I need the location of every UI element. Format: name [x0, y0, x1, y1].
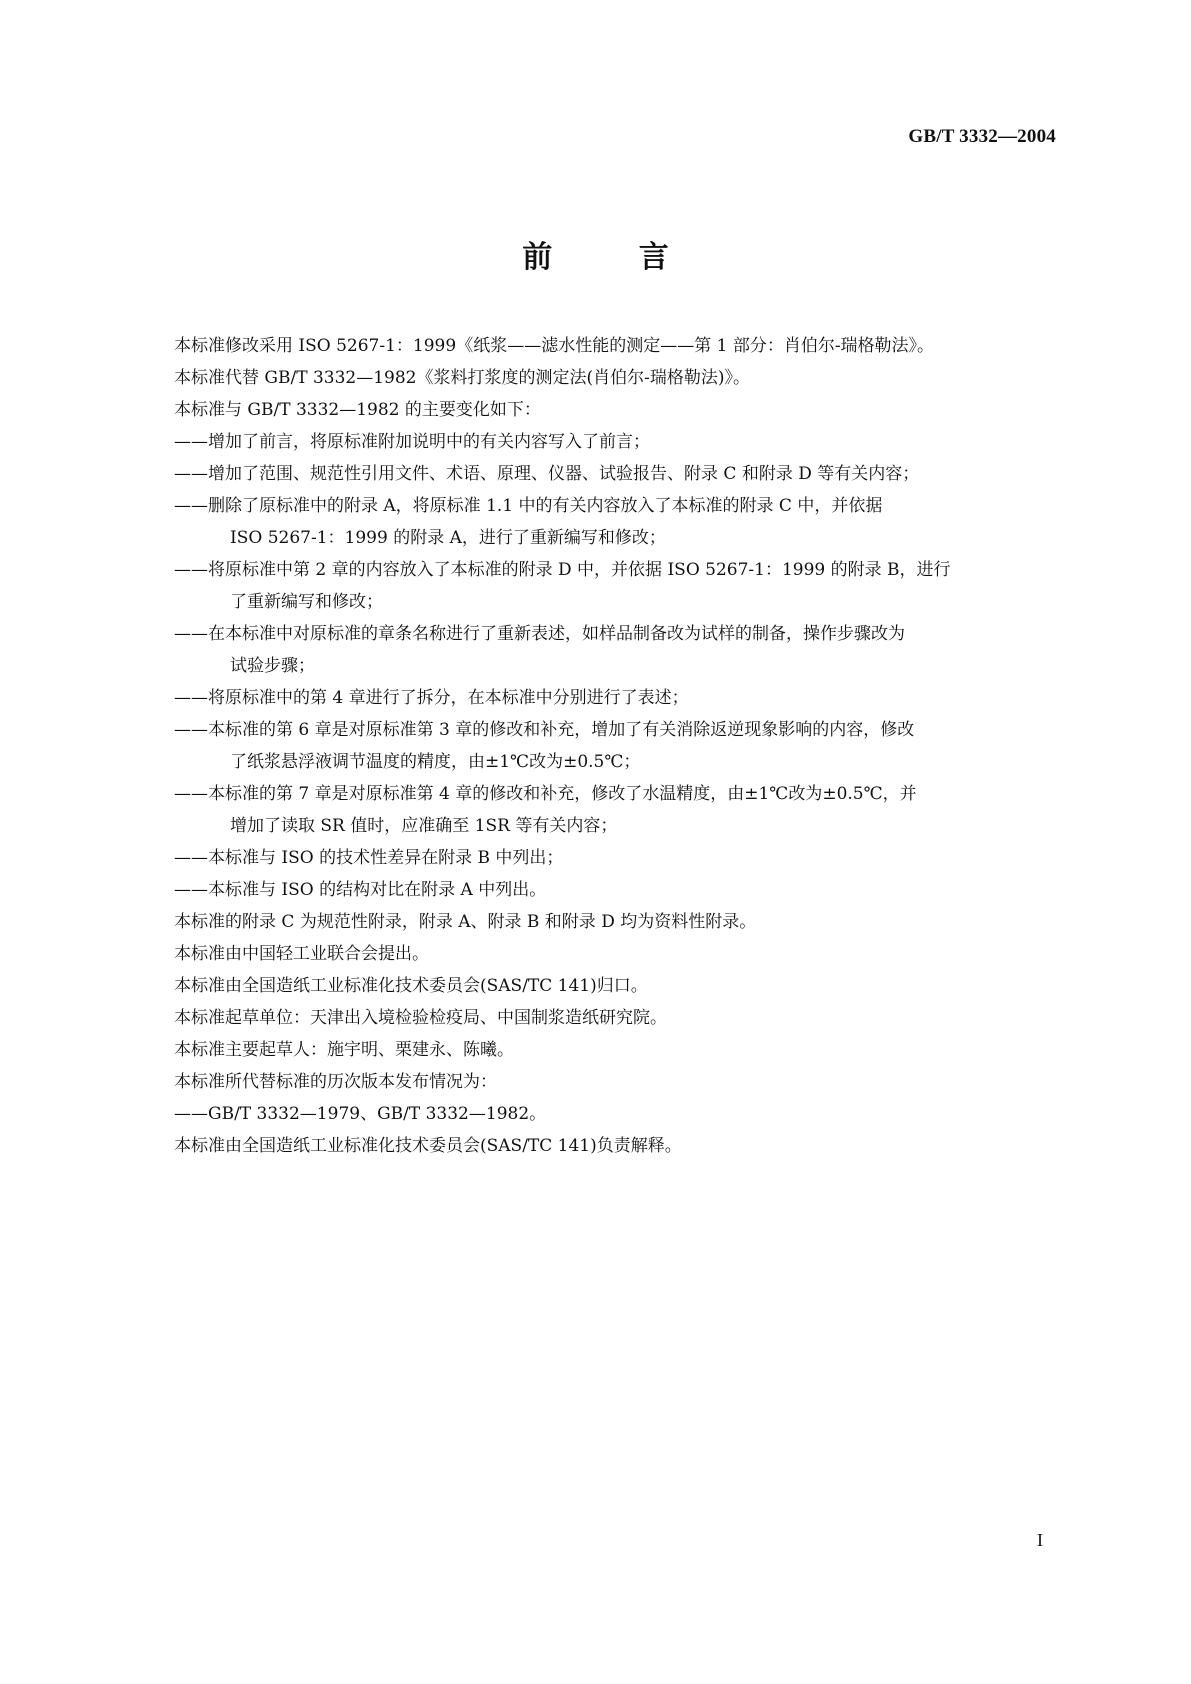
change-item-line: ——本标准与 ISO 的结构对比在附录 A 中列出。 — [174, 880, 547, 900]
paragraph-proposed-by: 本标准由中国轻工业联合会提出。 — [174, 944, 429, 964]
change-item — [174, 490, 1054, 554]
change-item-line: ——在本标准中对原标准的章条名称进行了重新表述，如样品制备改为试样的制备，操作步骤改为 — [174, 624, 905, 644]
change-item-line: ——增加了前言，将原标准附加说明中的有关内容写入了前言； — [174, 432, 650, 452]
page-number: I — [1037, 1530, 1043, 1550]
change-item-line: ——将原标准中第 2 章的内容放入了本标准的附录 D 中，并依据 ISO 5267-1：1999 的附录 B，进行 — [174, 560, 951, 580]
paragraph-history-intro: 本标准所代替标准的历次版本发布情况为： — [174, 1072, 497, 1092]
page-title: 前 言 — [522, 240, 707, 275]
foreword-content — [174, 330, 1054, 1162]
change-item-line: ——本标准与 ISO 的技术性差异在附录 B 中列出； — [174, 848, 564, 868]
change-item — [174, 874, 1054, 906]
change-item — [174, 618, 1054, 682]
change-item-continuation: 增加了读取 SR 值时，应准确至 1SR 等有关内容； — [230, 816, 618, 836]
change-item-line: ——本标准的第 7 章是对原标准第 4 章的修改和补充，修改了水温精度，由±1℃改为±0.5℃，并 — [174, 784, 917, 804]
change-item-continuation: 了纸浆悬浮液调节温度的精度，由±1℃改为±0.5℃； — [230, 752, 641, 772]
change-item-line: ——本标准的第 6 章是对原标准第 3 章的修改和补充，增加了有关消除返逆现象影响的内容，修改 — [174, 720, 915, 740]
change-item — [174, 682, 1054, 714]
paragraph-annex-types: 本标准的附录 C 为规范性附录，附录 A、附录 B 和附录 D 均为资料性附录。 — [174, 912, 757, 932]
change-item — [174, 458, 1054, 490]
paragraph-history-versions: ——GB/T 3332—1979、GB/T 3332—1982。 — [174, 1104, 547, 1124]
change-item — [174, 842, 1054, 874]
standard-code: GB/T 3332—2004 — [908, 126, 1056, 147]
paragraph-centralized-by: 本标准由全国造纸工业标准化技术委员会(SAS/TC 141)归口。 — [174, 976, 648, 996]
change-item — [174, 714, 1054, 778]
paragraph-interpretation: 本标准由全国造纸工业标准化技术委员会(SAS/TC 141)负责解释。 — [174, 1136, 682, 1156]
change-item-line: ——将原标准中的第 4 章进行了拆分，在本标准中分别进行了表述； — [174, 688, 689, 708]
change-item — [174, 426, 1054, 458]
change-item-line: ——删除了原标准中的附录 A，将原标准 1.1 中的有关内容放入了本标准的附录 C 中，并依据 — [174, 496, 883, 516]
paragraph-adoption: 本标准修改采用 ISO 5267-1：1999《纸浆——滤水性能的测定——第 1 部分：肖伯尔-瑞格勒法》。 — [174, 336, 935, 356]
paragraph-replaces: 本标准代替 GB/T 3332—1982《浆料打浆度的测定法(肖伯尔-瑞格勒法)》。 — [174, 368, 750, 388]
paragraph-changes-intro: 本标准与 GB/T 3332—1982 的主要变化如下： — [174, 400, 541, 420]
change-item-line: ——增加了范围、规范性引用文件、术语、原理、仪器、试验报告、附录 C 和附录 D 等有关内容； — [174, 464, 920, 484]
paragraph-drafters: 本标准主要起草人：施宇明、栗建永、陈曦。 — [174, 1040, 514, 1060]
change-item-continuation: 了重新编写和修改； — [230, 592, 383, 612]
change-item — [174, 554, 1054, 618]
change-item-continuation: ISO 5267-1：1999 的附录 A，进行了重新编写和修改； — [230, 528, 666, 548]
change-item — [174, 778, 1054, 842]
change-item-continuation: 试验步骤； — [230, 656, 315, 676]
paragraph-drafting-units: 本标准起草单位：天津出入境检验检疫局、中国制浆造纸研究院。 — [174, 1008, 667, 1028]
